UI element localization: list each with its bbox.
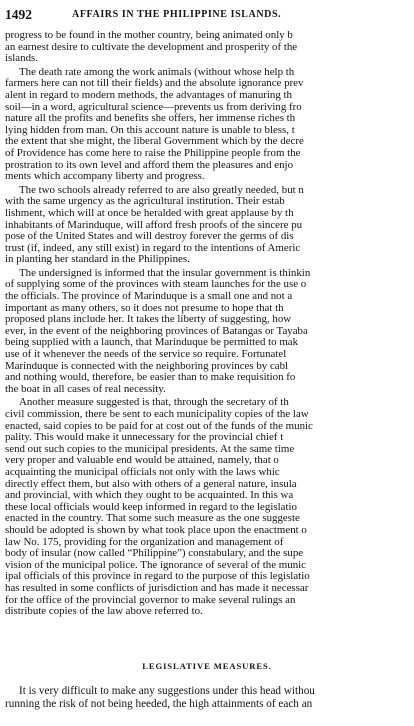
text-line: trust (if, indeed, any still exist) in regard to the intentions of Americ — [5, 242, 301, 254]
body-text — [5, 30, 414, 618]
text-line: inhabitants of Marinduque, will afford fresh proofs of the sincere pu — [5, 219, 303, 231]
text-line: law No. 175, providing for the organization and management of — [5, 536, 284, 548]
text-line: enacted, said copies to be paid for at cost out of the funds of the munic — [5, 420, 313, 432]
text-line: proposed plans include her. It takes the liberty of suggesting, how — [5, 314, 292, 326]
text-line: islands. — [5, 53, 38, 65]
text-line: Another measure suggested is that, through the secretary of th — [19, 397, 289, 409]
text-line: running the risk of not being heeded, the high attainments of each an — [5, 698, 313, 710]
text-line: progress to be found in the mother country, being animated only b — [5, 30, 293, 41]
text-line: The two schools already referred to are also greatly needed, but n — [19, 184, 304, 196]
text-line: The undersigned is informed that the insular government is thinkin — [19, 267, 311, 279]
section-heading: LEGISLATIVE MEASURES. — [142, 661, 272, 671]
text-line: nature all the profits and benefits she offers, her immense riches th — [5, 113, 296, 125]
text-line: of Providence has come here to raise the Philippine people from the — [5, 147, 301, 159]
text-line: farmers here can not till their fields) and the absolute ignorance prev — [5, 78, 304, 90]
page-number: 1492 — [5, 7, 32, 22]
text-line: soil—in a word, agricultural science—prevents us from deriving fro — [5, 101, 302, 113]
text-line: should be adopted is shown by what took place upon the enactment o — [5, 524, 307, 536]
text-line: alent in regard to modern methods, the advantages of manuring th — [5, 89, 293, 101]
text-line: an earnest desire to cultivate the development and prosperity of the — [5, 41, 298, 53]
page-header — [0, 7, 414, 23]
text-line: prostration to its own level and afford them the pleasures and enjo — [5, 159, 294, 171]
text-line: in planting her standard in the Philippines. — [5, 254, 190, 266]
text-line: use of it whenever the needs of the service so require. Fortunatel — [5, 349, 287, 361]
text-line: send out such copies to the municipal presidents. At the same time — [5, 443, 295, 455]
text-line: enacted in the country. That some such measure as the one suggeste — [5, 513, 300, 525]
text-line: ipal officials of this province in regard to the purpose of this legislatio — [5, 571, 310, 583]
text-line: directly effect them, but also with others of a general nature, insula — [5, 478, 297, 490]
text-line: It is very difficult to make any suggestions under this head withou — [19, 685, 315, 697]
text-line: the extent that she might, the liberal Government which by the decre — [5, 136, 304, 148]
running-title: AFFAIRS IN THE PHILIPPINE ISLANDS. — [72, 9, 282, 20]
text-line: Marinduque is connected with the neighboring provinces by cabl — [5, 360, 289, 372]
text-line: pality. This would make it unnecessary for the provincial chief t — [5, 432, 284, 444]
text-line: for the office of the provincial governor to make several rulings an — [5, 594, 296, 606]
text-line: with the same urgency as the agricultural institution. Their estab — [5, 196, 285, 208]
text-line: lying hidden from man. On this account nature is unable to bless, t — [5, 124, 295, 136]
text-line: the boat in all cases of real necessity. — [5, 383, 166, 395]
text-line: has resulted in some conflicts of jurisdiction and has made it necessar — [5, 582, 309, 594]
text-line: the officials. The province of Marinduque is a small one and not a — [5, 291, 293, 303]
text-line: The death rate among the work animals (without whose help th — [19, 66, 295, 78]
final-paragraph — [5, 685, 414, 711]
text-line: ments which accompany liberty and progress. — [5, 171, 205, 183]
text-line: and provincial, with which they ought to be acquainted. In this wa — [5, 490, 294, 502]
text-line: these local officials would keep informed in regard to the legislatio — [5, 501, 297, 513]
text-line: acquainting the municipal officials not only with the laws whic — [5, 466, 280, 478]
text-line: of supplying some of the provinces with steam launches for the use o — [5, 279, 307, 291]
text-line: body of insular (now called “Philippine”) constabulary, and the supe — [5, 548, 304, 560]
text-line: important as many others, so it does not presume to hope that th — [5, 302, 284, 314]
text-line: lishment, which will at once be heralded with great applause by th — [5, 207, 294, 219]
text-line: distribute copies of the law above referred to. — [5, 606, 203, 618]
text-line: vision of the municipal police. The ignorance of several of the munic — [5, 559, 307, 571]
text-line: very proper and valuable end would be attained, namely, that o — [5, 455, 279, 467]
text-line: civil commission, there be sent to each municipality copies of the law — [5, 409, 309, 420]
text-line: being supplied with a launch, that Marinduque be permitted to mak — [5, 337, 299, 349]
text-line: pose of the United States and will destroy forever the germs of dis — [5, 231, 294, 243]
text-line: ever, in the event of the neighboring provinces of Batangas or Tayaba — [5, 325, 308, 337]
text-line: and nothing would, therefore, be easier than to make requisition fo — [5, 372, 296, 384]
